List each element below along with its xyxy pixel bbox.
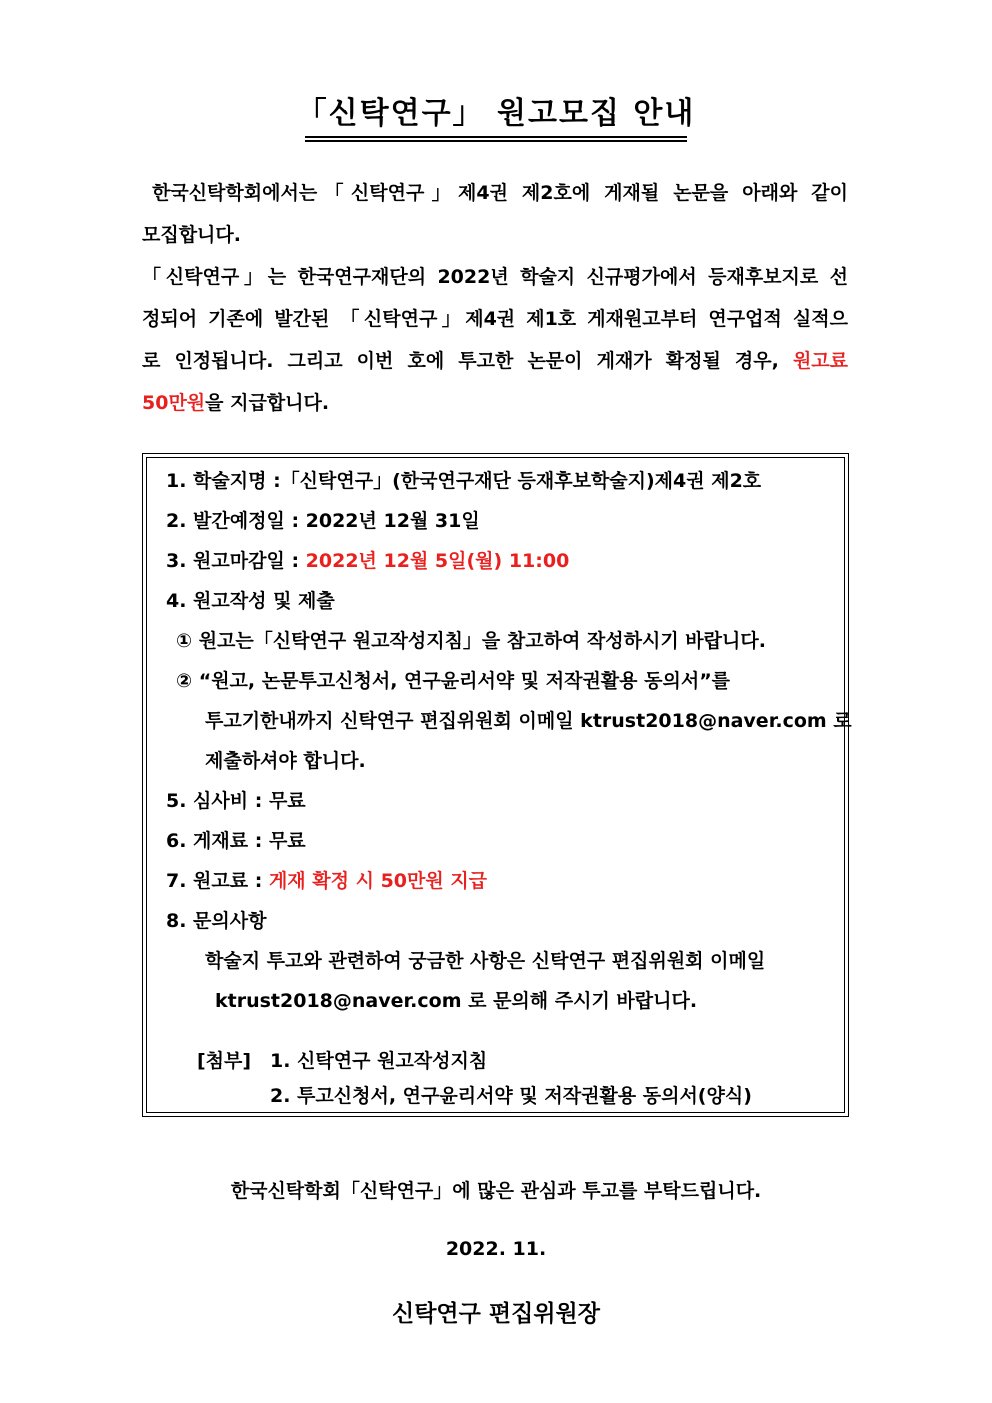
fee-highlight: 원고료 <box>792 350 848 372</box>
item-inquiries: 8. 문의사항 <box>166 910 267 932</box>
intro-line-4: 정되어 기존에 발간된 「신탁연구」제4권 제1호 게재원고부터 연구업적 실적으 <box>142 308 848 330</box>
item-deadline <box>166 546 569 573</box>
item-inquiries-email: ktrust2018@naver.com 로 문의해 주시기 바랍니다. <box>215 990 698 1012</box>
intro-line-1: 한국신탁학회에서는「신탁연구」제4권 제2호에 게재될 논문을 아래와 같이 <box>152 182 848 204</box>
item-inquiries-text: 학술지 투고와 관련하여 궁금한 사항은 신탁연구 편집위원회 이메일 <box>205 950 766 972</box>
intro-line-5 <box>142 346 848 373</box>
signature: 신탁연구 편집위원장 <box>392 1301 600 1327</box>
item-manuscript-fee <box>166 866 487 893</box>
title-underline-top <box>305 136 687 138</box>
intro-line-3: 「신탁연구」는 한국연구재단의 2022년 학술지 신규평가에서 등재후보지로 선 <box>142 266 848 288</box>
item-submission-documents: ② “원고, 논문투고신청서, 연구윤리서약 및 저작권활용 동의서”를 <box>176 670 731 692</box>
attachment-2: 2. 투고신청서, 연구윤리서약 및 저작권활용 동의서(양식) <box>270 1085 752 1107</box>
intro-line-5-text: 로 인정됩니다. 그리고 이번 호에 투고한 논문이 게재가 확정될 경우, <box>142 350 793 372</box>
item-review-fee: 5. 심사비 : 무료 <box>166 790 306 812</box>
intro-line-6 <box>142 388 329 415</box>
item-deadline-value: 2022년 12월 5일(월) 11:00 <box>305 550 570 572</box>
item-manuscript-fee-label: 7. 원고료 : <box>166 870 269 892</box>
attachments-label: [첨부] <box>197 1050 252 1072</box>
item-manuscript-fee-value: 게재 확정 시 50만원 지급 <box>268 870 488 892</box>
fee-amount-highlight: 50만원 <box>142 392 206 414</box>
item-deadline-label: 3. 원고마감일 : <box>166 550 306 572</box>
issue-date: 2022. 11. <box>445 1238 547 1260</box>
intro-line-2: 모집합니다. <box>142 224 241 246</box>
intro-line-6-text: 을 지급합니다. <box>205 392 330 414</box>
item-journal-name: 1. 학술지명 :「신탁연구」(한국연구재단 등재후보학술지)제4권 제2호 <box>166 470 762 492</box>
item-submission: 4. 원고작성 및 제출 <box>166 590 335 612</box>
item-submission-note: 제출하셔야 합니다. <box>205 750 366 772</box>
page-title: 「신탁연구」 원고모집 안내 <box>296 96 696 131</box>
title-underline-bottom <box>305 140 687 142</box>
item-submission-email: 투고기한내까지 신탁연구 편집위원회 이메일 ktrust2018@naver.com 로 <box>205 710 852 732</box>
item-submission-guideline: ① 원고는「신탁연구 원고작성지침」을 참고하여 작성하시기 바랍니다. <box>176 630 766 652</box>
attachment-1: 1. 신탁연구 원고작성지침 <box>270 1050 488 1072</box>
item-publication-fee: 6. 게재료 : 무료 <box>166 830 306 852</box>
closing-message: 한국신탁학회「신탁연구」에 많은 관심과 투고를 부탁드립니다. <box>230 1180 762 1202</box>
item-publication-date: 2. 발간예정일 : 2022년 12월 31일 <box>166 510 480 532</box>
